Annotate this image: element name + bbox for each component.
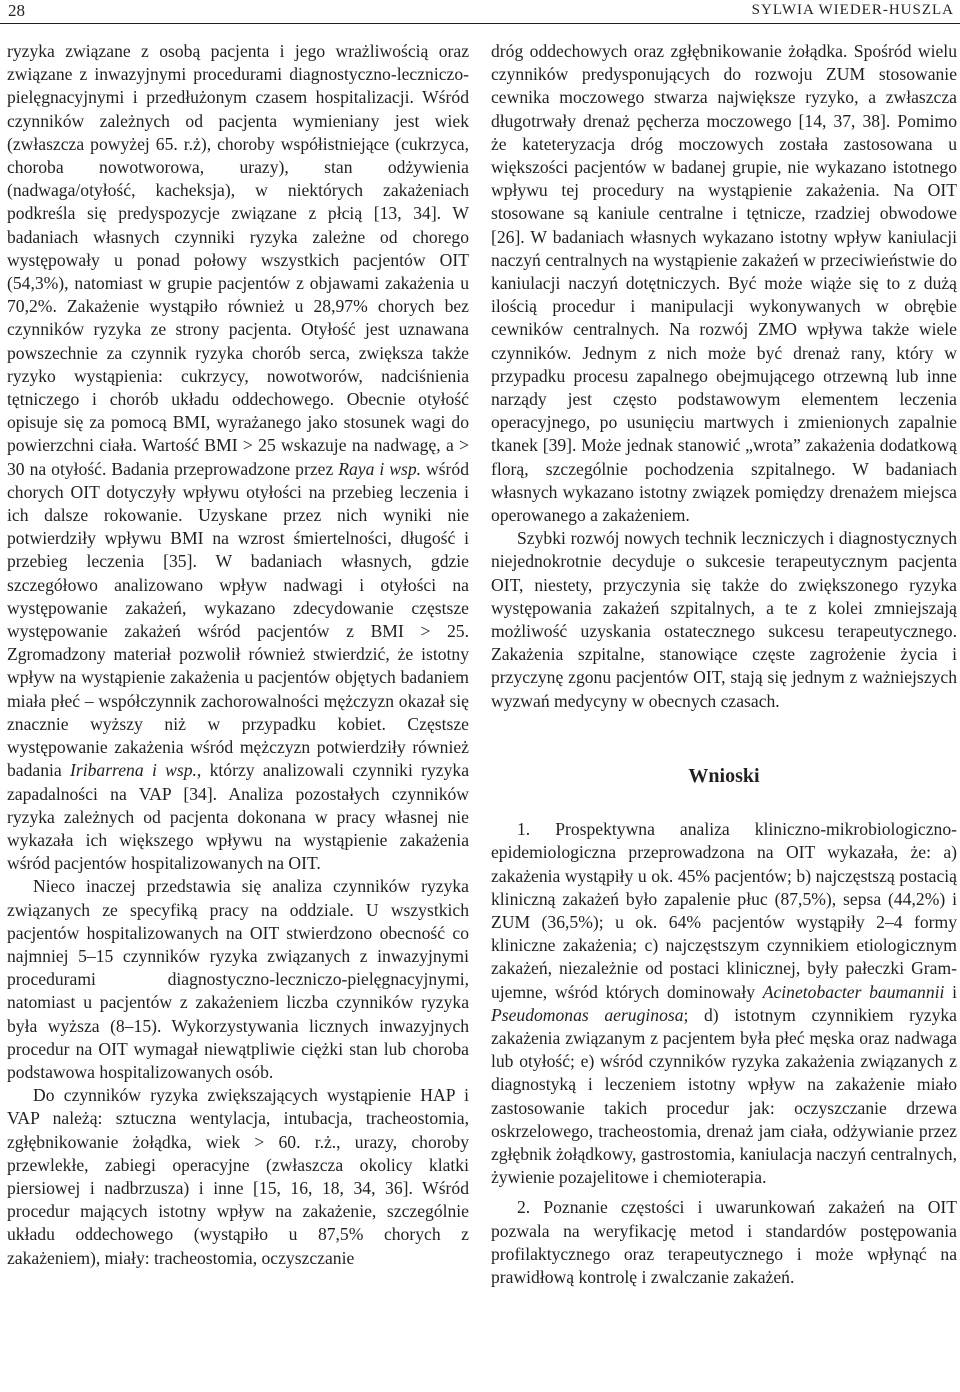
page-number: 28: [8, 1, 25, 20]
conclusion-item-1: [491, 818, 957, 1189]
item-number: 2.: [517, 1197, 531, 1218]
text-run: Prospektywna analiza kliniczno-mikrobiologiczno-epidemiologiczna przeprowadzona na OIT wykazała, że: a) zakażenia wystąpiły u ok. 45% pacjentów; b) najczęstszą postacią kliniczną zakażeń było zapalenie płuc (87,5%), sepsa (44,2%) i ZUM (36,5%); u ok. 64% pacjentów wystąpiły 2–4 formy kliniczne zakażenia; c) najczęstszym czynnikiem etiologicznym zakażeń, niezależnie od postaci klinicznej, były pałeczki Gram-ujemne, wśród których dominowały: [491, 819, 957, 1002]
text-run: ryzyka związane z osobą pacjenta i jego wrażliwością oraz związane z inwazyjnymi procedurami diagnostyczno-leczniczo-pielęgnacyjnymi i przedłużonym czasem hospitalizacji. Wśród czynników zależnych od pacjenta wymieniany jest wiek (zwłaszcza powyżej 65. r.ż), choroby współistniejące (cukrzyca, choroba nowotworowa, urazy), stan odżywienia (nadwaga/otyłość, kacheksja), w niektórych zakażeniach podkreśla się predyspozycje związane z płcią [13, 34]. W badaniach własnych czynniki ryzyka zależne od chorego występowały u ponad połowy wszystkich pacjentów OIT (54,3%), natomiast w grupie pacjentów z objawami zakażenia u 70,2%. Zakażenie wystąpiło również u 28,97% chorych bez czynników ryzyka ze strony pacjenta. Otyłość jest uznawana powszechnie za czynnik ryzyka chorób serca, zwiększa także ryzyko wystąpienia: cukrzycy, nowotworów, nadciśnienia tętniczego i chorób układu oddechowego. Obecnie otyłość opisuje się za pomocą BMI, wyrażanego jako stosunek wagi do powierzchni ciała. Wartość BMI > 25 wskazuje na nadwagę, a > 30 na otyłość. Badania przeprowadzone przez: [7, 41, 469, 479]
header-rule: [0, 23, 960, 24]
text-run: wśród chorych OIT dotyczyły wpływu otyłości na przebieg leczenia i ich dalsze rokowanie. Uzyskane przez nich wyniki nie potwierdziły wpływu BMI na wzrost śmiertelności, długość i przebieg leczenia [35]. W badaniach własnych, gdzie szczegółowo analizowano wpływ nadwagi i otyłości na występowanie zakażeń, wykazano zdecydowanie częstsze występowanie zakażeń wśród pacjentów z BMI > 25. Zgromadzony materiał pozwolił również stwierdzić, że istotny wpływ na wystąpienie zakażenia u pacjentów objętych badaniem miała płeć – współczynnik zachorowalności mężczyzn okazał się znacznie wyższy niż w przypadku kobiet. Częstsze występowanie zakażenia wśród mężczyzn potwierdziły również badania: [7, 458, 469, 781]
left-column: [7, 40, 469, 1270]
section-heading-wnioski: Wnioski: [688, 764, 760, 787]
text-run: i: [944, 981, 957, 1002]
left-paragraph-3: Do czynników ryzyka zwiększających wystąpienie HAP i VAP należą: sztuczna wentylacja, intubacja, tracheostomia, zgłębnikowanie żołądka, wiek > 60. r.ż., urazy, choroby przewlekłe, zabiegi operacyjne (zwłaszcza okolicy klatki piersiowej i nadbrzusza) i inne [15, 16, 18, 34, 36]. Wśród procedur mających istotny wpływ na zakażenie, szczególnie układu oddechowego (wystąpiło u 87,5% chorych z zakażeniem), miały: tracheostomia, oczyszczanie: [7, 1085, 469, 1268]
left-paragraph-2: Nieco inaczej przedstawia się analiza czynników ryzyka związanych ze specyfiką pracy na oddziale. U wszystkich pacjentów hospitalizowanych na OIT stwierdzono obecność co najmniej 5–15 czynników ryzyka związanych z inwazyjnymi procedurami diagnostyczno-leczniczo-pielęgnacyjnymi, natomiast u pacjentów z zakażeniem liczba czynników ryzyka była wyższa (8–15). Wykorzystywania licznych inwazyjnych procedur na OIT wymagał niewątpliwie ciężki stan lub choroba podstawowa hospitalizowanych osób.: [7, 876, 469, 1082]
item-number: 1.: [517, 819, 531, 840]
species-name: Acinetobacter baumannii: [762, 981, 945, 1002]
text-run: Poznanie częstości i uwarunkowań zakażeń na OIT pozwala na weryfikację metod i standardów postępowania profilaktycznego oraz terapeutycznego i może wpłynąć na prawidłową kontrolę i zwalczanie zakażeń.: [491, 1197, 958, 1287]
right-paragraph-2: Szybki rozwój nowych technik leczniczych i diagnostycznych niejednokrotnie decyduje o sukcesie terapeutycznym pacjenta OIT, niestety, przyczynia się także do zwiększonego ryzyka występowania zakażeń szpitalnych, a te z kolei zmniejszają możliwość uzyskania ostatecznego sukcesu terapeutycznego. Zakażenia szpitalne, stanowiące częste zagrożenie życia i przyczynę zgonu pacjentów OIT, stają się jednym z ważniejszych wyzwań medycyny w obecnych czasach.: [491, 528, 957, 711]
right-column: [491, 40, 957, 1289]
right-paragraph-1: dróg oddechowych oraz zgłębnikowanie żołądka. Spośród wielu czynników predysponujących do rozwoju ZUM stosowanie cewnika moczowego stwarza największe ryzyko, a zwłaszcza długotrwały drenaż pęcherza moczowego [14, 37, 38]. Pomimo że kateteryzacja dróg moczowych została zastosowana u większości pacjentów w badanej grupie, nie wykazano istotnego wpływu tej procedury na wystąpienie zakażenia. Na OIT stosowane są kaniule centralne i tętnicze, rzadziej obwodowe [26]. W badaniach własnych wykazano istotny wpływ kaniulacji naczyń centralnych na wystąpienie zakażeń w przeciwieństwie do kaniulacji naczyń dotętniczych. Być może wiąże się to z dużą ilością procedur i manipulacji wykonywanych w obrębie cewników centralnych. Na rozwój ZMO wpływa także wiele czynników. Jednym z nich może być drenaż rany, który w przypadku procesu zapalnego obejmującego otrzewną lub inne narządy jest często podstawowym elementem leczenia operacyjnego, po usunięciu martwych i zmienionych zapalnie tkanek [39]. Może jednak stanowić „wrota” zakażenia dodatkową florą, szczególnie pochodzenia szpitalnego. W badaniach własnych wykazano istotny związek pomiędzy drenażem miejsca operowanego a zakażeniem.: [491, 41, 957, 526]
citation-author: Raya i wsp.: [338, 458, 422, 479]
text-run: , którzy analizowali czynniki ryzyka zapadalności na VAP [34]. Analiza pozostałych czynników ryzyka zależnych od pacjenta dokonana w pracy własnej nie wykazała ich większego wpływu na wystąpienie zakażenia wśród pacjentów hospitalizowanych na OIT.: [7, 760, 470, 874]
running-head-author: SYLWIA WIEDER-HUSZLA: [751, 2, 954, 18]
left-paragraph-1: [7, 40, 469, 875]
page-header: [0, 0, 960, 26]
species-name: Pseudomonas aeruginosa: [491, 1004, 684, 1025]
conclusions-list: [491, 818, 957, 1289]
text-run: ; d) istotnym czynnikiem ryzyka zakażenia związanym z pacjentem była płeć męska oraz nadwaga lub otyłość; e) wśród czynników ryzyka zakażenia związanych z diagnostyką i leczeniem istotny wpływ na zakażenie miało zastosowanie takich procedur jak: oczyszczanie drzewa oskrzelowego, tracheostomia, drenaż jam ciała, odżywianie przez zgłębnik żołądkowy, gastrostomia, kaniulacja naczyń centralnych, żywienie pozajelitowe i chemioterapia.: [491, 1004, 957, 1188]
citation-author: Iribarrena i wsp.: [70, 760, 197, 781]
conclusion-item-2: [491, 1196, 957, 1289]
